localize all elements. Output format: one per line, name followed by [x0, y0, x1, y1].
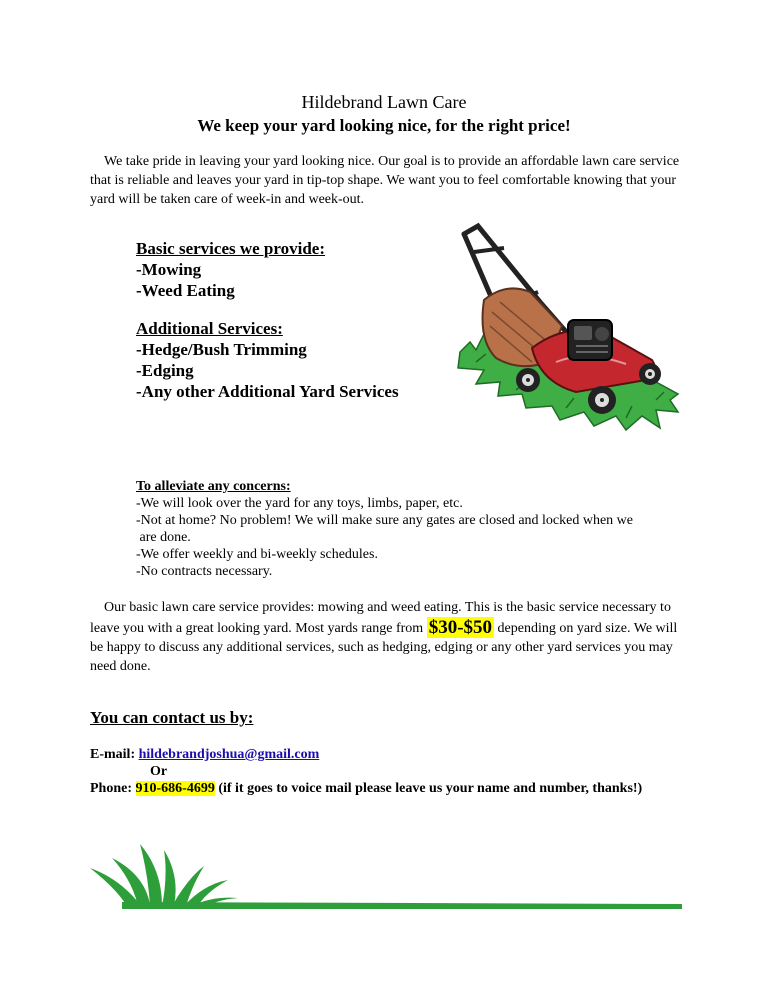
intro-text: We take pride in leaving your yard looking nice. Our goal is to provide an affordable lawn care service that is reliable and leaves your yard in tip-top shape. We want you to feel comfortable knowing that your yard will be taken care of week-in and week-out. — [90, 154, 680, 207]
pricing-text-before: Our basic lawn care service provides: mowing and weed eating. This is the basic service necessary to leave you with a great looking yard. Most yards range from — [90, 600, 671, 636]
service-item-other: -Any other Additional Yard Services — [136, 382, 399, 401]
concerns-heading: To alleviate any concerns: — [136, 479, 291, 494]
contact-heading: You can contact us by: — [90, 708, 254, 727]
contact-section — [90, 746, 690, 797]
email-line — [90, 746, 690, 763]
basic-services-heading: Basic services we provide: — [136, 239, 326, 258]
pricing-paragraph — [90, 598, 690, 676]
phone-number: 910-686-4699 — [135, 781, 215, 796]
price-range: $30-$50 — [428, 617, 493, 638]
concerns-section — [136, 478, 696, 580]
or-text: Or — [150, 764, 168, 779]
additional-services-heading: Additional Services: — [136, 319, 283, 338]
email-label: E-mail: — [90, 747, 139, 762]
concern-item: -Not at home? No problem! We will make sure any gates are closed and locked when we — [136, 513, 633, 528]
service-item-edging: -Edging — [136, 361, 194, 380]
service-item-weed-eating: -Weed Eating — [136, 281, 235, 300]
service-item-mowing: -Mowing — [136, 260, 202, 279]
concern-item: -No contracts necessary. — [136, 564, 273, 579]
concern-item: are done. — [136, 530, 191, 545]
email-link[interactable]: hildebrandjoshua@gmail.com — [138, 747, 320, 762]
phone-label: Phone: — [90, 781, 136, 796]
pricing-text-after: depending on yard size. We will be happy to discuss any additional services, such as hedging, edging or any other yard services you may need done. — [90, 621, 678, 674]
tagline: We keep your yard looking nice, for the right price! — [197, 116, 571, 135]
phone-line — [90, 780, 690, 797]
service-item-hedge: -Hedge/Bush Trimming — [136, 340, 307, 359]
additional-services-section — [136, 318, 399, 402]
grass-footer-icon — [88, 840, 682, 914]
intro-paragraph — [90, 152, 680, 209]
phone-note: (if it goes to voice mail please leave us your name and number, thanks!) — [214, 781, 643, 796]
concern-item: -We will look over the yard for any toys, limbs, paper, etc. — [136, 496, 463, 511]
lawn-mower-icon — [456, 222, 682, 434]
concern-item: -We offer weekly and bi-weekly schedules. — [136, 547, 378, 562]
basic-services-section — [136, 238, 325, 301]
page-title: Hildebrand Lawn Care — [301, 92, 467, 112]
